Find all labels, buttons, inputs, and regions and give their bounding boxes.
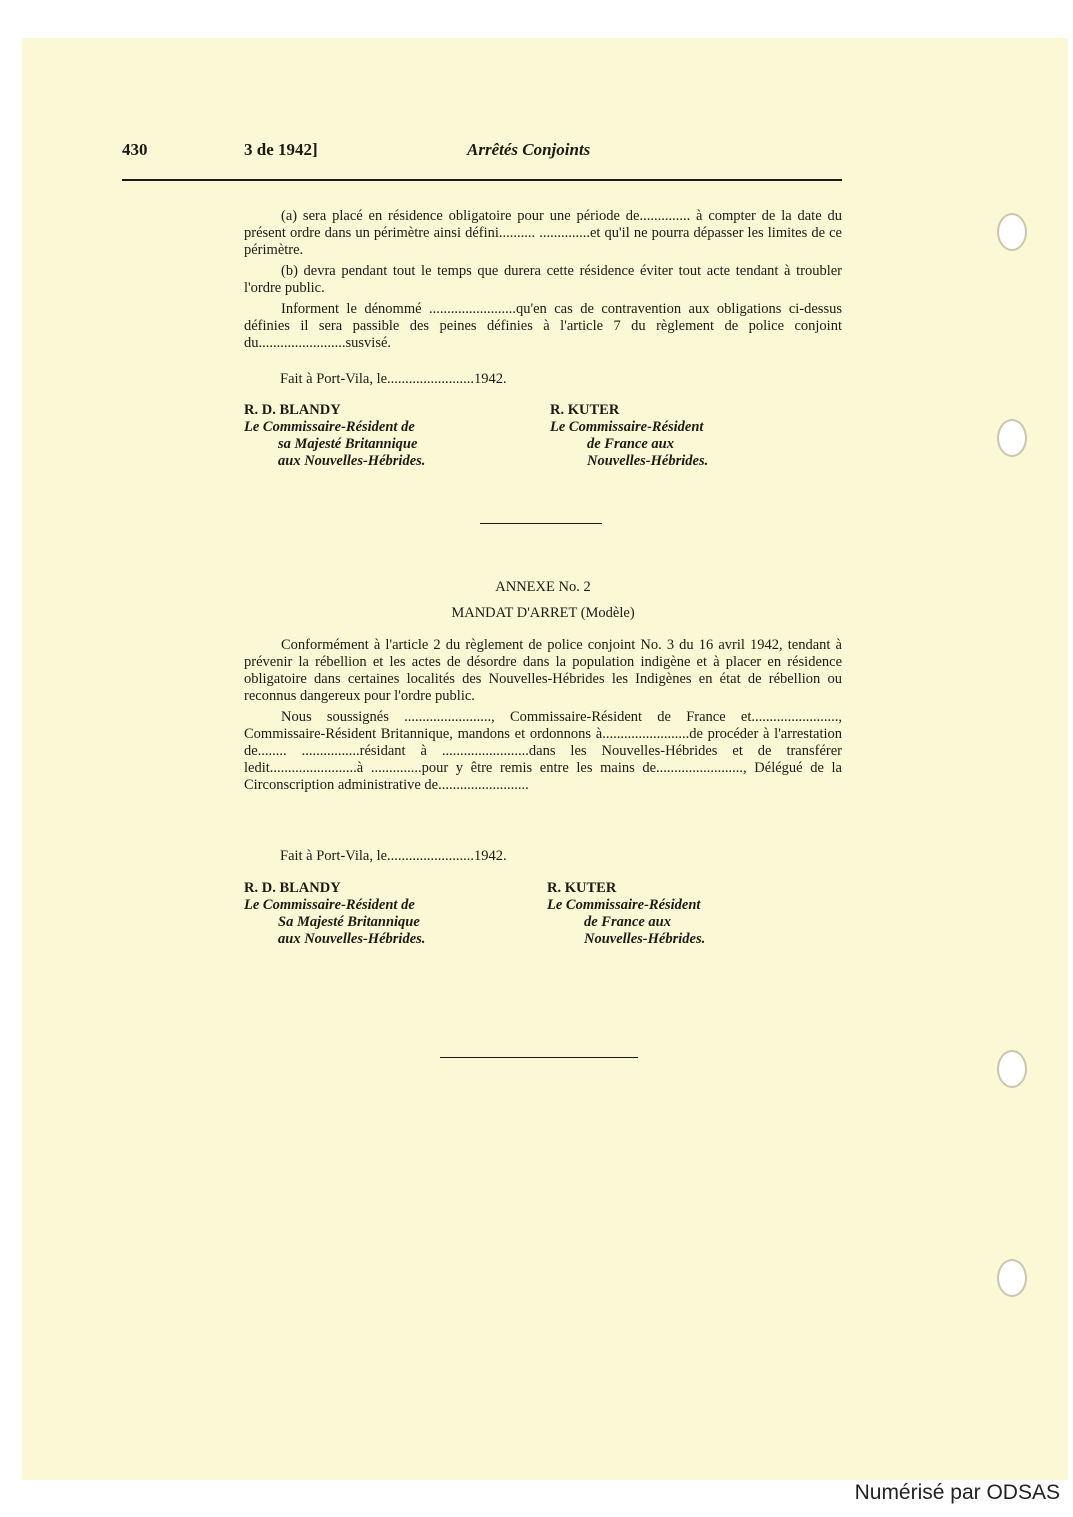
made-at-line: Fait à Port-Vila, le........................1942. [280,848,507,864]
binder-hole [997,1050,1027,1088]
signatory-title-line: de France aux [584,914,671,930]
page-title: Arrêtés Conjoints [467,140,591,159]
section-number: 3 de 1942] [244,140,318,159]
page-number: 430 [122,140,148,159]
made-at-line: Fait à Port-Vila, le........................1942. [280,371,507,387]
signatory-name: R. D. BLANDY [244,402,341,418]
paragraph-c: Informent le dénommé ........................qu'en cas de contravention aux obligations ci-dessus définies il sera passible des peines définies à l'article 7 du règlement de police conjoint du........................susvisé. [244,301,842,351]
digitization-credit: Numérisé par ODSAS [854,1481,1060,1504]
paragraph-b: (b) devra pendant tout le temps que durera cette résidence éviter tout acte tendant à troubler l'ordre public. [244,263,842,296]
signatory-title-line: sa Majesté Britannique [278,436,418,452]
section-divider [440,1057,638,1058]
annexe2-heading: ANNEXE No. 2 [495,579,591,595]
signatory-title-line: Sa Majesté Britannique [278,914,420,930]
binder-hole [997,419,1027,457]
signatory-title-line: de France aux [587,436,674,452]
paragraph-preamble: Conformément à l'article 2 du règlement de police conjoint No. 3 du 16 avril 1942, tendant à prévenir la rébellion et les actes de désordre dans la population indigène et à placer en résidence obligatoire dans certaines localités des Nouvelles-Hébrides les Indigènes en état de rébellion ou reconnus dangereux pour l'ordre public. [244,637,842,704]
signatory-title-line: Nouvelles-Hébrides. [587,453,709,469]
signatory-title-line: Le Commissaire-Résident de [244,897,415,913]
signatory-title-line: Nouvelles-Hébrides. [584,931,706,947]
signature-british [244,402,425,470]
binder-hole [997,1259,1027,1297]
signatory-title-line: Le Commissaire-Résident [550,419,704,435]
signatory-name: R. KUTER [550,402,620,418]
paragraph-a: (a) sera placé en résidence obligatoire pour une période de.............. à compter de la date du présent ordre dans un périmètre ainsi défini.......... ..............et qu'il ne pourra dépasser les limites de ce périmètre. [244,208,842,258]
signature-french [547,880,705,948]
signatory-title-line: aux Nouvelles-Hébrides. [278,453,426,469]
binder-hole [997,213,1027,251]
signature-french [550,402,708,470]
annexe1-text [244,208,842,352]
annexe2-text [244,637,842,794]
header-rule [122,179,842,181]
annexe2-subheading: MANDAT D'ARRET (Modèle) [451,605,635,621]
signatory-title-line: Le Commissaire-Résident [547,897,701,913]
signatory-name: R. KUTER [547,880,617,896]
signature-british [244,880,425,948]
signatory-name: R. D. BLANDY [244,880,341,896]
document-page [22,38,1068,1480]
signatory-title-line: aux Nouvelles-Hébrides. [278,931,426,947]
signatory-title-line: Le Commissaire-Résident de [244,419,415,435]
section-divider [480,523,602,524]
paragraph-warrant: Nous soussignés ........................, Commissaire-Résident de France et........................, Commissaire-Résident Britannique, mandons et ordonnons à........................de procéder à l'arrestation de........ ................résidant à ........................dans les Nouvelles-Hébrides et de transférer ledit........................à ..............pour y être remis entre les mains de........................, Délégué de la Circonscription administrative de......................... [244,709,842,793]
